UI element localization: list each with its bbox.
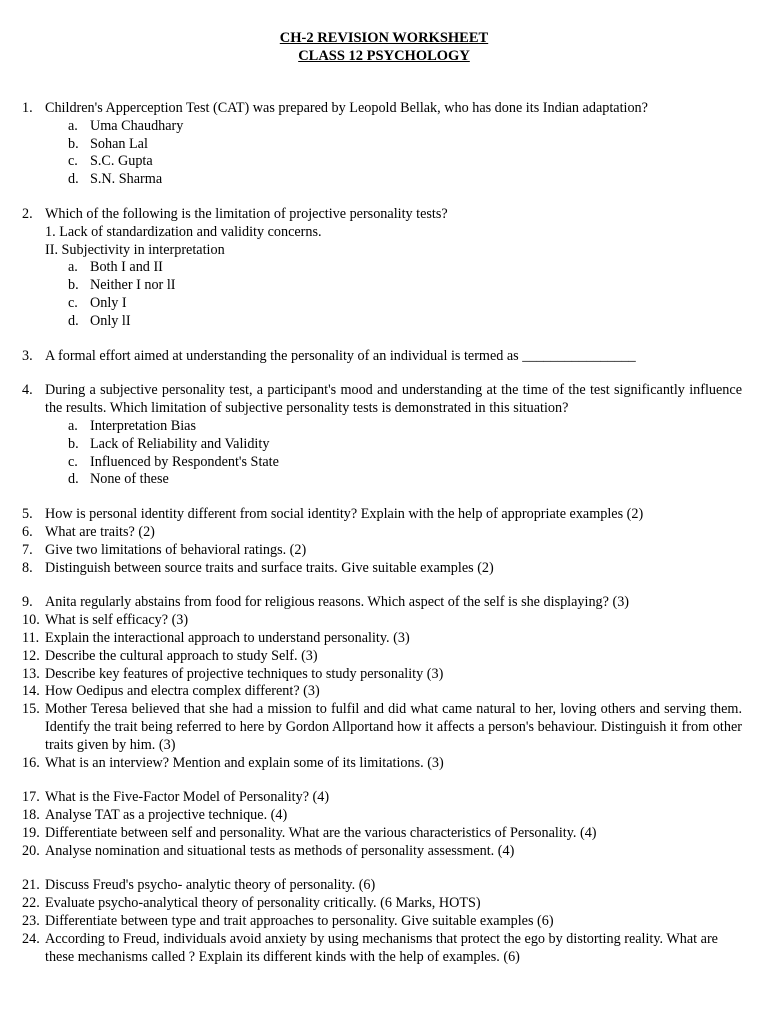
question-row	[22, 206, 742, 224]
option-letter: a.	[68, 417, 78, 434]
option-letter: c.	[68, 153, 78, 170]
question-text: Mother Teresa believed that she had a mission to fulfil and did what came natural to her, loving others and serving them. Identify the trait being referred to here by Gordon Allportand how it affects a person's behaviour. Distinguish it from other traits given by him. (3)	[45, 701, 742, 753]
question-number: 15.	[22, 701, 40, 718]
option-item	[68, 295, 742, 313]
question-item	[22, 630, 742, 648]
question-row	[22, 877, 742, 895]
question-text: According to Freud, individuals avoid anxiety by using mechanisms that protect the ego by distorting reality. What are these mechanisms called ? Explain its different kinds with the help of examples. (6)	[45, 930, 718, 965]
question-row	[22, 382, 742, 418]
option-letter: d.	[68, 471, 79, 488]
question-row	[22, 701, 742, 754]
question-item	[22, 683, 742, 701]
question-text: Anita regularly abstains from food for religious reasons. Which aspect of the self is she displaying? (3)	[45, 594, 630, 611]
option-item	[68, 171, 742, 189]
option-list	[68, 118, 742, 189]
question-item	[22, 612, 742, 630]
question-number: 4.	[22, 382, 33, 399]
question-item	[22, 913, 742, 931]
question-number: 13.	[22, 665, 40, 682]
option-text: S.C. Gupta	[90, 153, 153, 170]
question-text: Explain the interactional approach to understand personality. (3)	[45, 629, 410, 646]
option-item	[68, 118, 742, 136]
worksheet-title: CH-2 REVISION WORKSHEET	[279, 30, 489, 46]
question-item	[22, 931, 742, 967]
question-number: 17.	[22, 789, 40, 806]
spacer	[22, 331, 742, 348]
option-list	[68, 418, 742, 489]
question-row	[22, 612, 742, 630]
question-item	[22, 382, 742, 489]
question-text: Differentiate between type and trait approaches to personality. Give suitable examples (6)	[45, 913, 554, 930]
option-letter: a.	[68, 117, 78, 134]
spacer	[22, 489, 742, 506]
option-text: Neither I nor lI	[90, 277, 176, 294]
question-number: 8.	[22, 559, 33, 576]
question-number: 1.	[22, 100, 33, 116]
question-number: 21.	[22, 877, 40, 894]
question-number: 2.	[22, 205, 33, 222]
question-item	[22, 542, 742, 560]
question-number: 18.	[22, 807, 40, 824]
statement-line: II. Subjectivity in interpretation	[45, 241, 225, 258]
question-row	[22, 931, 742, 967]
question-text: Discuss Freud's psycho- analytic theory of personality. (6)	[45, 877, 376, 894]
option-letter: d.	[68, 171, 79, 188]
question-row	[22, 506, 742, 524]
question-number: 19.	[22, 824, 40, 841]
question-row	[22, 630, 742, 648]
question-row	[22, 100, 742, 118]
option-letter: b.	[68, 135, 79, 152]
option-text: Only I	[90, 294, 127, 311]
question-text: During a subjective personality test, a participant's mood and understanding at the time of the test significantly influence the results. Which limitation of subjective personality tests is demonstrated in this situation?	[45, 382, 742, 417]
option-item	[68, 153, 742, 171]
question-row	[22, 895, 742, 913]
question-text: What is self efficacy? (3)	[45, 612, 189, 629]
question-row	[22, 560, 742, 578]
option-item	[68, 136, 742, 154]
option-item	[68, 259, 742, 277]
question-text: What is an interview? Mention and explain some of its limitations. (3)	[45, 754, 444, 771]
option-letter: c.	[68, 294, 78, 311]
question-text: Analyse nomination and situational tests as methods of personality assessment. (4)	[45, 842, 515, 859]
question-item	[22, 807, 742, 825]
option-text: S.N. Sharma	[90, 171, 163, 188]
question-item	[22, 560, 742, 578]
question-item	[22, 789, 742, 807]
question-row	[22, 913, 742, 931]
worksheet-subtitle: CLASS 12 PSYCHOLOGY	[298, 48, 470, 64]
question-number: 22.	[22, 895, 40, 912]
statement-line: 1. Lack of standardization and validity concerns.	[45, 223, 322, 240]
question-number: 14.	[22, 683, 40, 700]
question-number: 6.	[22, 523, 33, 540]
option-item	[68, 313, 742, 331]
question-item	[22, 895, 742, 913]
option-text: None of these	[90, 471, 169, 488]
question-text: What is the Five-Factor Model of Personality? (4)	[45, 789, 330, 806]
option-text: Lack of Reliability and Validity	[90, 435, 270, 452]
option-letter: b.	[68, 277, 79, 294]
question-row	[22, 348, 742, 366]
option-text: Interpretation Bias	[90, 417, 196, 434]
question-text: Children's Apperception Test (CAT) was prepared by Leopold Bellak, who has done its Indian adaptation?	[45, 100, 648, 116]
spacer	[22, 365, 742, 382]
question-item	[22, 825, 742, 843]
option-letter: a.	[68, 259, 78, 276]
question-text: What are traits? (2)	[45, 523, 155, 540]
question-item	[22, 648, 742, 666]
question-number: 10.	[22, 612, 40, 629]
question-text: Which of the following is the limitation of projective personality tests?	[45, 205, 448, 222]
option-letter: b.	[68, 435, 79, 452]
option-letter: c.	[68, 453, 78, 470]
question-number: 23.	[22, 913, 40, 930]
question-row	[22, 825, 742, 843]
question-text: Analyse TAT as a projective technique. (4)	[45, 807, 288, 824]
question-row	[22, 807, 742, 825]
option-text: Both I and II	[90, 259, 163, 276]
question-number: 24.	[22, 930, 40, 947]
question-number: 11.	[22, 629, 40, 646]
question-row	[22, 683, 742, 701]
question-row	[22, 594, 742, 612]
question-row	[22, 666, 742, 684]
question-item	[22, 206, 742, 331]
question-item	[22, 877, 742, 895]
option-text: Influenced by Respondent's State	[90, 453, 279, 470]
question-text: Describe key features of projective techniques to study personality (3)	[45, 665, 444, 682]
question-text: Distinguish between source traits and surface traits. Give suitable examples (2)	[45, 559, 494, 576]
question-text: How is personal identity different from social identity? Explain with the help of appropriate examples (2)	[45, 506, 644, 523]
spacer	[22, 189, 742, 206]
question-number: 20.	[22, 842, 40, 859]
question-item	[22, 666, 742, 684]
question-text: Differentiate between self and personality. What are the various characteristics of Personality. (4)	[45, 824, 597, 841]
question-number: 16.	[22, 754, 40, 771]
option-list	[68, 259, 742, 330]
question-item	[22, 506, 742, 524]
option-text: Sohan Lal	[90, 135, 148, 152]
option-text: Only lI	[90, 312, 131, 329]
question-text: Give two limitations of behavioral ratings. (2)	[45, 541, 307, 558]
option-letter: d.	[68, 312, 79, 329]
question-list	[22, 100, 742, 966]
question-row	[22, 524, 742, 542]
question-number: 9.	[22, 594, 33, 611]
question-item	[22, 843, 742, 861]
question-text: How Oedipus and electra complex different? (3)	[45, 683, 320, 700]
question-item	[22, 524, 742, 542]
spacer	[22, 577, 742, 594]
question-text: A formal effort aimed at understanding the personality of an individual is termed as ________________	[45, 347, 636, 364]
question-text: Evaluate psycho-analytical theory of personality critically. (6 Marks, HOTS)	[45, 895, 481, 912]
option-item	[68, 277, 742, 295]
question-item	[22, 348, 742, 366]
question-text: Describe the cultural approach to study Self. (3)	[45, 647, 318, 664]
option-text: Uma Chaudhary	[90, 117, 184, 134]
option-item	[68, 418, 742, 436]
option-item	[68, 436, 742, 454]
spacer	[22, 772, 742, 789]
question-item	[22, 701, 742, 754]
question-number: 7.	[22, 541, 33, 558]
question-row	[22, 542, 742, 560]
question-number: 5.	[22, 506, 33, 523]
spacer	[22, 860, 742, 877]
question-number: 3.	[22, 347, 33, 364]
option-item	[68, 454, 742, 472]
question-row	[22, 755, 742, 773]
question-row	[22, 843, 742, 861]
question-row	[22, 789, 742, 807]
question-item	[22, 594, 742, 612]
question-item	[22, 755, 742, 773]
option-item	[68, 471, 742, 489]
question-number: 12.	[22, 647, 40, 664]
question-row	[22, 648, 742, 666]
question-item	[22, 100, 742, 189]
